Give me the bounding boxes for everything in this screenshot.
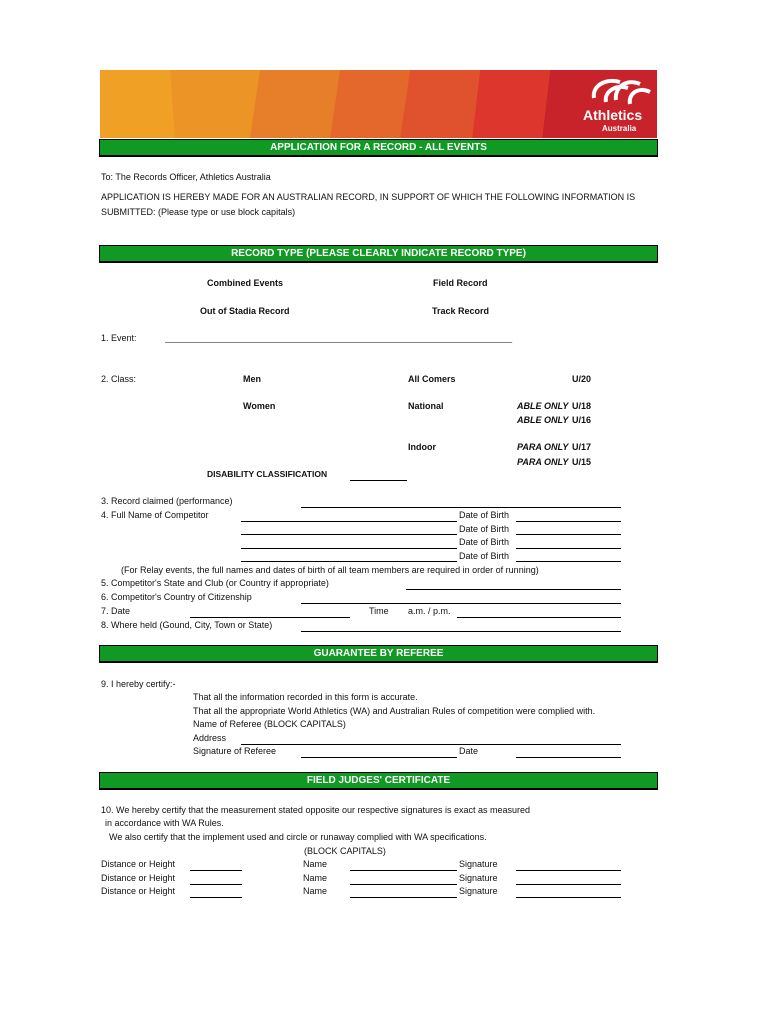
class-u18[interactable]: U/18	[572, 401, 592, 411]
judge-name-label-3: Name	[303, 886, 328, 896]
referee-signature-label: Signature of Referee	[193, 746, 277, 756]
judges-line-2: in accordance with WA Rules.	[105, 818, 224, 828]
record-type-bar: RECORD TYPE (PLEASE CLEARLY INDICATE RECORD TYPE)	[99, 245, 658, 263]
record-claimed-label: 3. Record claimed (performance)	[101, 496, 233, 506]
ampm-label: a.m. / p.m.	[408, 606, 451, 616]
class-label: 2. Class:	[101, 374, 137, 384]
intro-line-1: APPLICATION IS HEREBY MADE FOR AN AUSTRALIAN RECORD, IN SUPPORT OF WHICH THE FOLLOWING INFORMATION IS	[101, 192, 636, 202]
competitor-name-field-3[interactable]	[241, 548, 457, 549]
judge-name-field-2[interactable]	[350, 884, 457, 885]
form-title-bar: APPLICATION FOR A RECORD - ALL EVENTS	[99, 139, 658, 157]
judge-signature-label-3: Signature	[459, 886, 498, 896]
combined-events-option[interactable]: Combined Events	[207, 278, 284, 288]
field-record-option[interactable]: Field Record	[433, 278, 488, 288]
block-capitals-note: (BLOCK CAPITALS)	[304, 846, 386, 856]
class-u20[interactable]: U/20	[572, 374, 592, 384]
dob-label-3: Date of Birth	[459, 537, 510, 547]
where-held-label: 8. Where held (Gound, City, Town or State)	[101, 620, 273, 630]
distance-field-2[interactable]	[190, 884, 242, 885]
judges-line-1: 10. We hereby certify that the measurement stated opposite our respective signatures is exact as measured	[101, 805, 531, 815]
para-only-label-1: PARA ONLY	[517, 442, 569, 452]
certify-label: 9. I hereby certify:-	[101, 679, 176, 689]
disability-classification-label: DISABILITY CLASSIFICATION	[207, 469, 328, 479]
intro-line-2: SUBMITTED: (Please type or use block capitals)	[101, 207, 296, 217]
judges-bar: FIELD JUDGES' CERTIFICATE	[99, 772, 658, 790]
dob-field-2[interactable]	[516, 534, 621, 535]
full-name-label: 4. Full Name of Competitor	[101, 510, 209, 520]
time-field[interactable]	[457, 617, 621, 618]
dob-field-3[interactable]	[516, 548, 621, 549]
disability-classification-field[interactable]	[350, 480, 407, 481]
dob-label-1: Date of Birth	[459, 510, 510, 520]
para-only-label-2: PARA ONLY	[517, 457, 569, 467]
state-club-label: 5. Competitor's State and Club (or Country if appropriate)	[101, 578, 329, 588]
referee-address-label: Address	[193, 733, 227, 743]
competitor-name-field-1[interactable]	[241, 521, 457, 522]
distance-label-3: Distance or Height	[101, 886, 176, 896]
judge-signature-label-1: Signature	[459, 859, 498, 869]
class-indoor[interactable]: Indoor	[408, 442, 436, 452]
referee-bar: GUARANTEE BY REFEREE	[99, 645, 658, 663]
dob-field-1[interactable]	[516, 521, 621, 522]
distance-label-1: Distance or Height	[101, 859, 176, 869]
class-men[interactable]: Men	[243, 374, 261, 384]
judge-name-label-1: Name	[303, 859, 328, 869]
referee-signature-field[interactable]	[301, 757, 457, 758]
event-label: 1. Event:	[101, 333, 137, 343]
judge-signature-field-1[interactable]	[516, 870, 621, 871]
dob-label-4: Date of Birth	[459, 551, 510, 561]
able-only-label-1: ABLE ONLY	[517, 401, 569, 411]
event-field[interactable]: ______________________________________________________________________________	[165, 334, 513, 343]
relay-note: (For Relay events, the full names and dates of birth of all team members are required in order of running)	[121, 565, 539, 575]
out-of-stadia-option[interactable]: Out of Stadia Record	[200, 306, 290, 316]
judge-name-field-1[interactable]	[350, 870, 457, 871]
citizenship-label: 6. Competitor's Country of Citizenship	[101, 592, 252, 602]
dob-field-4[interactable]	[516, 561, 621, 562]
header-banner	[100, 70, 657, 138]
referee-name-label: Name of Referee (BLOCK CAPITALS)	[193, 719, 346, 729]
time-label: Time	[369, 606, 389, 616]
class-u17[interactable]: U/17	[572, 442, 592, 452]
class-u16[interactable]: U/16	[572, 415, 592, 425]
distance-label-2: Distance or Height	[101, 873, 176, 883]
class-u15[interactable]: U/15	[572, 457, 592, 467]
judge-signature-field-3[interactable]	[516, 897, 621, 898]
judge-signature-field-2[interactable]	[516, 884, 621, 885]
referee-date-field[interactable]	[516, 757, 621, 758]
state-club-field[interactable]	[406, 589, 621, 590]
competitor-name-field-2[interactable]	[241, 534, 457, 535]
judge-name-label-2: Name	[303, 873, 328, 883]
citizenship-field[interactable]	[301, 603, 621, 604]
referee-line-2: That all the appropriate World Athletics (WA) and Australian Rules of competition were complied with.	[193, 706, 596, 716]
referee-line-1: That all the information recorded in this form is accurate.	[193, 692, 418, 702]
class-women[interactable]: Women	[243, 401, 276, 411]
logo-brand: Athletics	[583, 107, 643, 123]
dob-label-2: Date of Birth	[459, 524, 510, 534]
date-label: 7. Date	[101, 606, 131, 616]
distance-field-3[interactable]	[190, 897, 242, 898]
referee-address-field[interactable]	[241, 744, 621, 745]
distance-field-1[interactable]	[190, 870, 242, 871]
to-line: To: The Records Officer, Athletics Australia	[101, 172, 271, 182]
track-record-option[interactable]: Track Record	[432, 306, 490, 316]
date-field[interactable]	[190, 617, 350, 618]
referee-date-label: Date	[459, 746, 479, 756]
banner-graphic	[100, 70, 657, 138]
class-all-comers[interactable]: All Comers	[408, 374, 456, 384]
judges-line-3: We also certify that the implement used and circle or runaway complied with WA specifications.	[109, 832, 487, 842]
judge-name-field-3[interactable]	[350, 897, 457, 898]
class-national[interactable]: National	[408, 401, 444, 411]
competitor-name-field-4[interactable]	[241, 561, 457, 562]
where-held-field[interactable]	[301, 631, 621, 632]
judge-signature-label-2: Signature	[459, 873, 498, 883]
logo-sub: Australia	[602, 124, 637, 133]
able-only-label-2: ABLE ONLY	[517, 415, 569, 425]
record-claimed-field[interactable]	[301, 507, 621, 508]
